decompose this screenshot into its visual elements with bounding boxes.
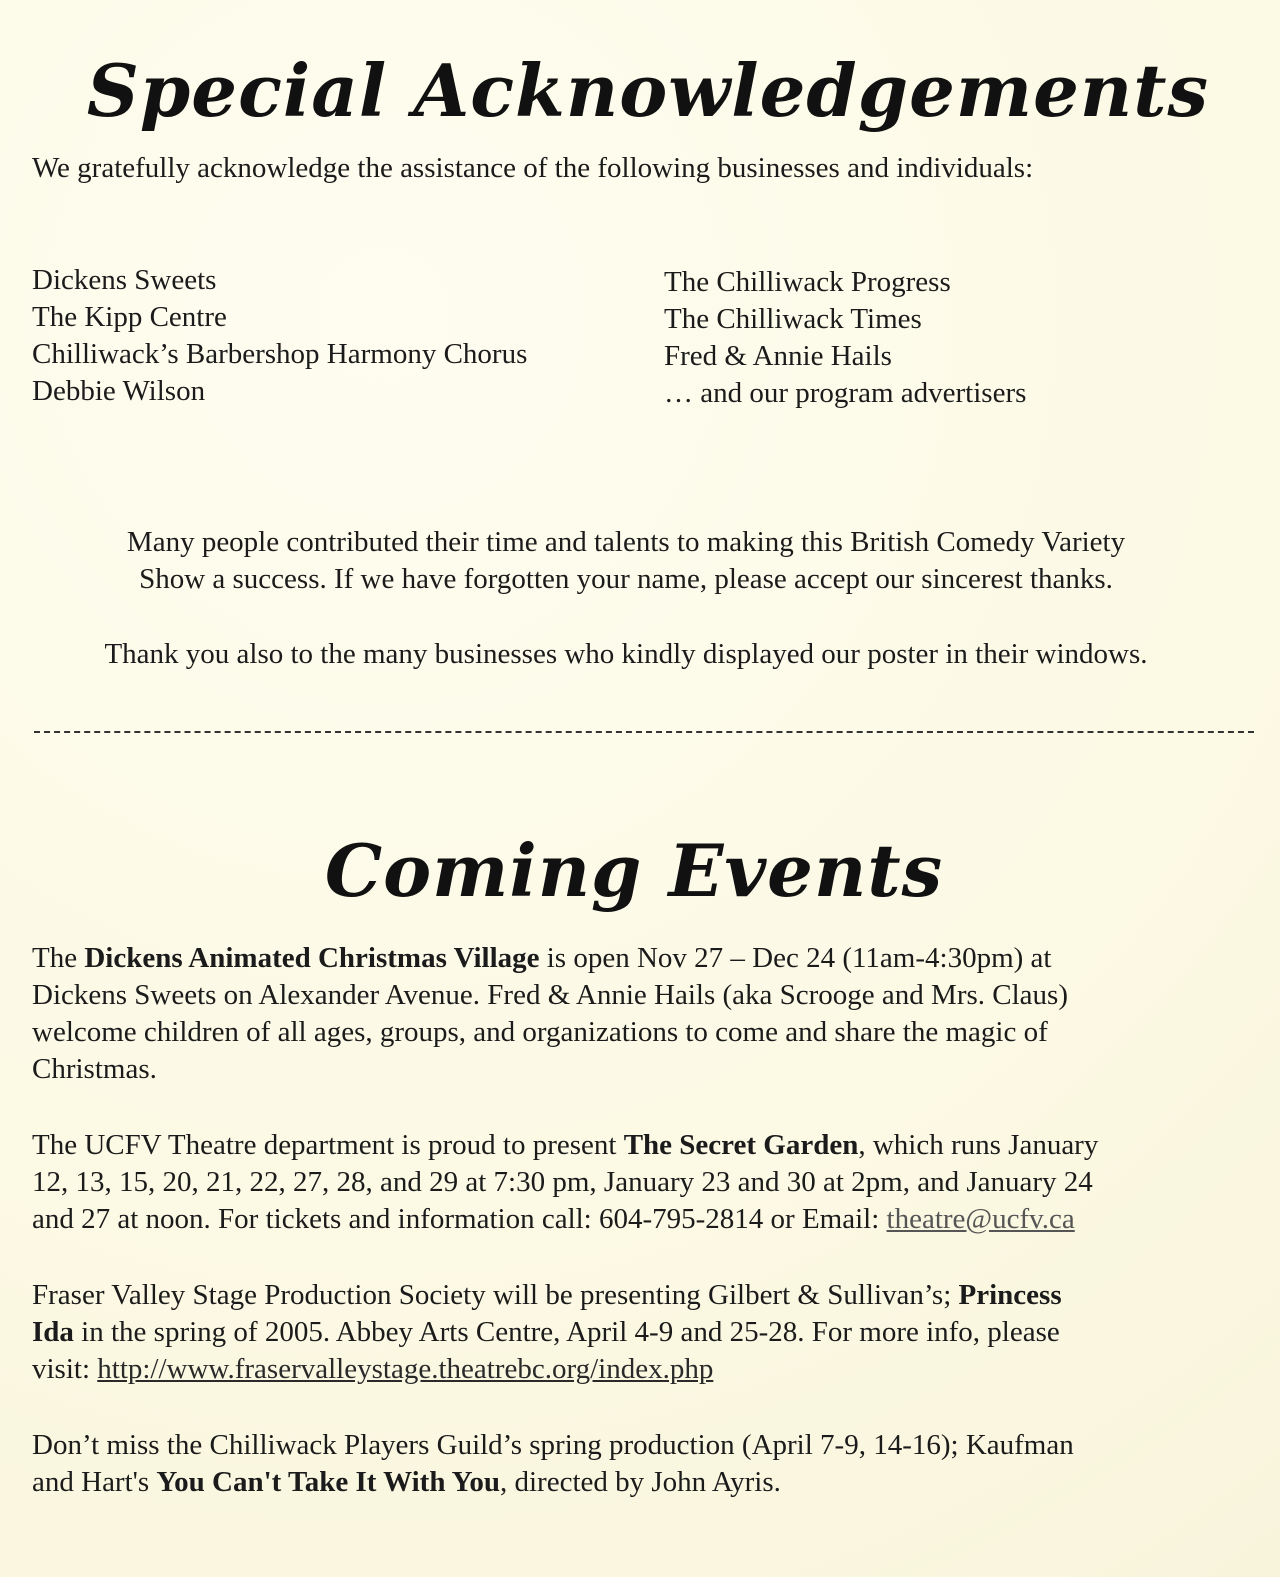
section-divider	[34, 731, 1254, 733]
event-players-guild	[32, 1427, 1232, 1501]
text: , which runs January	[858, 1129, 1099, 1161]
acknowledgements-left-column	[32, 262, 527, 410]
email-link[interactable]: theatre@ucfv.ca	[886, 1203, 1075, 1235]
acknowledgements-right-column	[664, 264, 1026, 412]
event-name: Ida	[32, 1316, 74, 1348]
poster-thanks: Thank you also to the many businesses who kindly displayed our poster in their windows.	[104, 638, 1148, 670]
contributors-thanks	[0, 524, 1252, 598]
text: Christmas.	[32, 1053, 157, 1085]
list-item: The Chilliwack Times	[664, 303, 922, 335]
text: The UCFV Theatre department is proud to present	[32, 1129, 624, 1161]
text: visit:	[32, 1353, 98, 1385]
contributors-line: Show a success. If we have forgotten your name, please accept our sincerest thanks.	[139, 563, 1113, 595]
event-secret-garden	[32, 1127, 1232, 1238]
list-item: Chilliwack’s Barbershop Harmony Chorus	[32, 338, 528, 370]
website-link[interactable]: http://www.fraservalleystage.theatrebc.org/index.php	[97, 1353, 714, 1385]
list-item: Debbie Wilson	[32, 375, 206, 407]
text: welcome children of all ages, groups, and organizations to come and share the magic of	[32, 1016, 1048, 1048]
event-name: The Secret Garden	[623, 1129, 859, 1161]
list-item: The Kipp Centre	[32, 301, 227, 333]
list-item: The Chilliwack Progress	[664, 266, 951, 298]
text: and Hart's	[32, 1466, 157, 1498]
text: and 27 at noon. For tickets and information call: 604-795-2814 or Email:	[32, 1203, 887, 1235]
text: Fraser Valley Stage Production Society will be presenting Gilbert & Sullivan’s;	[32, 1279, 959, 1311]
event-princess-ida	[32, 1277, 1232, 1388]
events-title: Coming Events	[324, 828, 944, 913]
list-item: Dickens Sweets	[32, 264, 217, 296]
contributors-line: Many people contributed their time and talents to making this British Comedy Variety	[126, 526, 1126, 558]
acknowledgements-intro: We gratefully acknowledge the assistance of the following businesses and individuals:	[32, 152, 1034, 184]
event-name: You Can't Take It With You	[156, 1466, 500, 1498]
event-christmas-village	[32, 940, 1232, 1088]
text: The	[32, 942, 85, 974]
text: 12, 13, 15, 20, 21, 22, 27, 28, and 29 at 7:30 pm, January 23 and 30 at 2pm, and January 24	[32, 1166, 1093, 1198]
event-name: Dickens Animated Christmas Village	[84, 942, 540, 974]
text: Don’t miss the Chilliwack Players Guild’s spring production (April 7-9, 14-16); Kaufman	[32, 1429, 1074, 1461]
list-item: Fred & Annie Hails	[664, 340, 892, 372]
event-name: Princess	[958, 1279, 1062, 1311]
acknowledgements-title: Special Acknowledgements	[86, 48, 1210, 133]
text: Dickens Sweets on Alexander Avenue. Fred & Annie Hails (aka Scrooge and Mrs. Claus)	[32, 979, 1068, 1011]
text: in the spring of 2005. Abbey Arts Centre, April 4-9 and 25-28. For more info, please	[73, 1316, 1060, 1348]
text: is open Nov 27 – Dec 24 (11am-4:30pm) at	[539, 942, 1052, 974]
text: , directed by John Ayris.	[500, 1466, 781, 1498]
list-item: … and our program advertisers	[664, 377, 1027, 409]
